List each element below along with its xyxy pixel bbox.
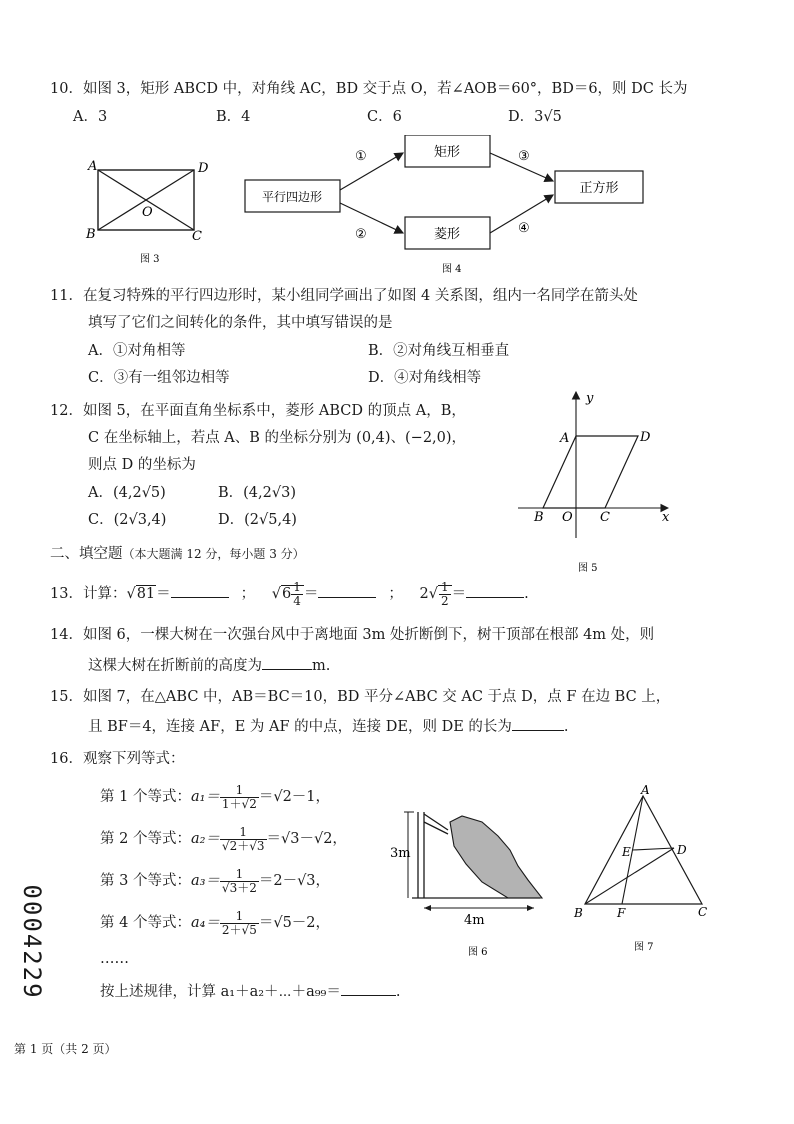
q16-eq2-den: √2＋√3 xyxy=(221,838,265,853)
figure-4-flowchart xyxy=(240,135,680,280)
fig5-label-d: D xyxy=(640,430,651,445)
q15-line2a: 且 BF＝4，连接 AF，E 为 AF 的中点，连接 DE，则 DE 的长为 xyxy=(88,719,512,735)
fig7-label-b: B xyxy=(574,906,583,920)
q13-blank-2[interactable] xyxy=(318,585,376,598)
fig5-label-c: C xyxy=(600,510,610,525)
q13-sep-2: ； xyxy=(388,586,403,602)
q16-eq-1 xyxy=(100,780,330,814)
q13-blank-1[interactable] xyxy=(171,585,229,598)
q15-end: . xyxy=(563,719,569,735)
figure-7-triangle xyxy=(570,782,720,957)
figure-6-broken-tree xyxy=(390,800,555,965)
q16-eq3-num: 1 xyxy=(220,868,259,882)
q13-end: . xyxy=(524,586,529,602)
figure-3-rectangle xyxy=(80,150,220,270)
q10-option-a: A．3 xyxy=(73,109,108,125)
q16-eq4-label: 第 4 个等式： xyxy=(100,915,191,931)
q16-eq3-rhs: ＝2－√3， xyxy=(258,873,331,889)
fig5-label-o: O xyxy=(562,510,573,525)
q13-prefix: 13．计算： xyxy=(50,586,127,602)
section2-note: （本大题满 12 分，每小题 3 分） xyxy=(122,547,305,561)
section2-title: 二、填空题 xyxy=(50,546,123,562)
q16-eq2-fraction xyxy=(220,826,267,853)
q16-eq3-fraction xyxy=(220,868,259,895)
q12-option-c: C．(2√3,4) xyxy=(88,512,167,528)
q12-option-d: D．(2√5,4) xyxy=(218,512,297,528)
q13-fraction-1 xyxy=(291,581,303,608)
q15-line1: 15．如图 7，在△ABC 中，AB＝BC＝10，BD 平分∠ABC 交 AC 于点 D，点 F 在边 BC 上， xyxy=(50,689,671,705)
fig3-label-o: O xyxy=(142,205,153,220)
q12-line2: C 在坐标轴上，若点 A、B 的坐标分别为 (0,4)、(−2,0)， xyxy=(88,430,467,446)
fig6-caption: 图 6 xyxy=(468,947,488,958)
q13-blank-3[interactable] xyxy=(466,585,524,598)
fig4-mark-1: ① xyxy=(355,149,367,164)
q16-eq4-num: 1 xyxy=(220,910,259,924)
q10-option-d: D．3√5 xyxy=(508,109,562,125)
side-serial-code: 0004229 xyxy=(18,884,46,1000)
q16-eq2-num: 1 xyxy=(220,826,267,840)
q16-final-text: 按上述规律，计算 a₁＋a₂＋⋯＋a₉₉＝ xyxy=(100,984,341,1000)
q16-eq1-label: 第 1 个等式： xyxy=(100,789,191,805)
q14-line2a: 这棵大树在折断前的高度为 xyxy=(88,658,262,674)
q15-line2 xyxy=(88,718,569,736)
q12-option-b: B．(4,2√3) xyxy=(218,485,296,501)
q16-eq4-den: 2＋√5 xyxy=(221,922,257,937)
fig5-label-b: B xyxy=(534,510,544,525)
fig3-label-a: A xyxy=(88,159,98,174)
q16-final xyxy=(100,983,400,1001)
fig5-axis-x: x xyxy=(662,510,670,525)
q10-stem: 10．如图 3，矩形 ABCD 中，对角线 AC，BD 交于点 O，若∠AOB＝60°，BD＝6，则 DC 长为 xyxy=(50,81,688,97)
q13-whole-1: 6 xyxy=(282,586,292,602)
fig4-mark-3: ③ xyxy=(518,149,530,164)
q16-eq3-lhs: a₃＝ xyxy=(190,873,220,889)
q12-line3: 则点 D 的坐标为 xyxy=(88,457,196,473)
q12-option-a: A．(4,2√5) xyxy=(88,485,166,501)
fig7-label-d: D xyxy=(677,843,687,857)
fig4-parallelogram-label: 平行四边形 xyxy=(261,190,323,204)
fig4-mark-4: ④ xyxy=(518,221,530,236)
fig7-caption: 图 7 xyxy=(634,942,654,953)
fig3-caption: 图 3 xyxy=(140,254,160,265)
fig7-label-f: F xyxy=(617,906,626,920)
section2-heading xyxy=(50,545,305,563)
q14-line1: 14．如图 6，一棵大树在一次强台风中于离地面 3m 处折断倒下，树干顶部在根部 4m 处，则 xyxy=(50,627,655,643)
q16-eq2-label: 第 2 个等式： xyxy=(100,831,191,847)
q16-eq4-fraction xyxy=(220,910,259,937)
q13-whole-2: 2 xyxy=(419,586,429,602)
fig7-label-a: A xyxy=(641,783,650,797)
fig6-height-label: 3m xyxy=(390,846,411,861)
q16-eq1-fraction xyxy=(220,784,259,811)
q16-eq3-label: 第 3 个等式： xyxy=(100,873,191,889)
q11-option-b: B．②对角线互相垂直 xyxy=(368,343,510,359)
q13-line: 13．计算：√81＝ ； √6 $\frac{1}{4}$ ＝ ； 2√ $\frac{1}{2}$ ＝ . xyxy=(50,579,529,608)
q10-option-b: B．4 xyxy=(216,109,251,125)
q14-unit: m. xyxy=(312,658,331,674)
q13-radicand-2 xyxy=(281,579,304,608)
q16-eq1-num: 1 xyxy=(220,784,259,798)
fig6-width-label: 4m xyxy=(464,913,485,928)
fig4-caption: 图 4 xyxy=(442,264,462,275)
q11-line1: 11．在复习特殊的平行四边形时，某小组同学画出了如图 4 关系图，组内一名同学在箭头处 xyxy=(50,288,638,304)
q16-eq1-lhs: a₁＝ xyxy=(190,789,220,805)
fig4-rhombus-label: 菱形 xyxy=(433,227,461,242)
q16-final-end: . xyxy=(395,984,401,1000)
q16-eq4-lhs: a₄＝ xyxy=(190,915,220,931)
q16-eq2-lhs: a₂＝ xyxy=(190,831,220,847)
fig5-caption: 图 5 xyxy=(578,563,598,574)
fig7-label-c: C xyxy=(698,905,708,919)
q13-fraction-2 xyxy=(439,581,451,608)
fig4-rectangle-label: 矩形 xyxy=(433,145,461,160)
q11-option-d: D．④对角线相等 xyxy=(368,370,482,386)
q14-blank[interactable] xyxy=(262,657,312,670)
q16-eq4-rhs: ＝√5－2， xyxy=(258,915,331,931)
q16-eq-2 xyxy=(100,822,347,856)
q16-intro: 16．观察下列等式： xyxy=(50,751,185,767)
q16-eq3-den: √3＋2 xyxy=(221,880,257,895)
q16-eq-4 xyxy=(100,906,330,940)
q13-eq-1: ＝ xyxy=(156,586,171,602)
q13-sep-1: ； xyxy=(240,586,256,602)
fig4-square-label: 正方形 xyxy=(579,181,619,196)
q11-option-a: A．①对角相等 xyxy=(88,343,186,359)
q16-eq1-rhs: ＝√2－1， xyxy=(258,789,331,805)
q13-eq-2: ＝ xyxy=(303,586,319,602)
q13-radicand-1: 81 xyxy=(136,586,156,602)
fig3-label-b: B xyxy=(86,227,96,242)
q13-eq-3: ＝ xyxy=(451,586,467,602)
q13-den-1: 4 xyxy=(293,593,301,608)
fig4-mark-2: ② xyxy=(355,227,367,242)
fig3-label-d: D xyxy=(198,161,209,176)
q13-num-1: 1 xyxy=(293,579,301,594)
q16-eq-3 xyxy=(100,864,330,898)
fig5-axis-y: y xyxy=(586,391,594,406)
q13-den-2: 2 xyxy=(440,593,449,608)
q12-line1: 12．如图 5，在平面直角坐标系中，菱形 ABCD 的顶点 A，B， xyxy=(50,403,466,419)
q13-num-2: 1 xyxy=(440,579,449,594)
figure-5-coordinate-plane xyxy=(510,388,680,578)
fig3-label-c: C xyxy=(192,229,202,244)
q14-line2 xyxy=(88,657,330,675)
q11-option-c: C．③有一组邻边相等 xyxy=(88,370,230,386)
q11-line2: 填写了它们之间转化的条件，其中填写错误的是 xyxy=(88,315,393,331)
q10-option-c: C．6 xyxy=(367,109,402,125)
q15-blank[interactable] xyxy=(512,718,564,731)
q13-radicand-3 xyxy=(438,579,452,608)
page-footer: 第 1 页（共 2 页） xyxy=(14,1042,117,1056)
fig7-label-e: E xyxy=(622,845,631,859)
q16-eq1-den: 1＋√2 xyxy=(221,796,257,811)
q16-blank[interactable] xyxy=(341,983,396,996)
q16-eq2-rhs: ＝√3－√2， xyxy=(266,831,347,847)
q16-dots: …… xyxy=(100,951,129,967)
fig5-label-a: A xyxy=(560,431,570,446)
